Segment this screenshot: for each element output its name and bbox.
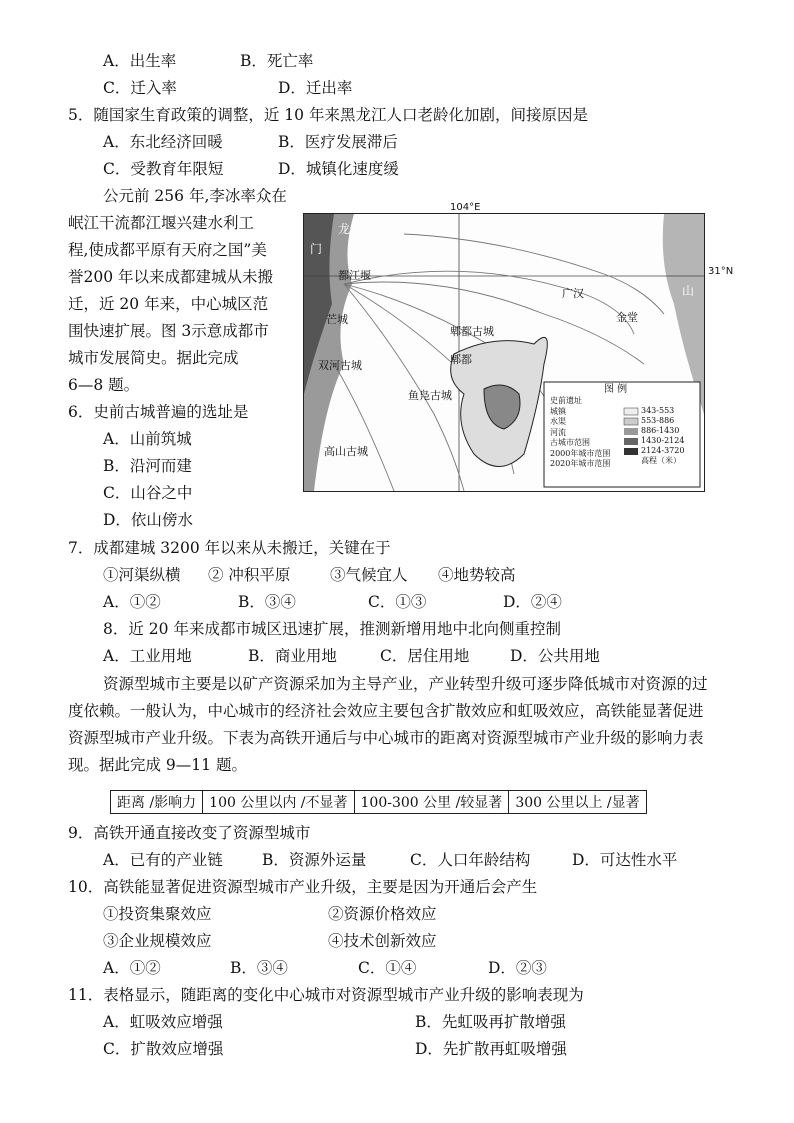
text-line: A．工业用地 [103, 647, 192, 665]
elevation-legend [641, 406, 684, 466]
map-mountain-label: 门 [310, 242, 323, 256]
legend-item: 水渠 [550, 417, 566, 426]
text-line: C．人口年龄结构 [410, 851, 531, 869]
legend-item: 城镇 [550, 406, 566, 416]
text-line: 8．近 20 年来成都市城区迅速扩展，推测新增用地中北向侧重控制 [103, 620, 561, 638]
text-line: ④技术创新效应 [328, 932, 437, 950]
text-line: A．①② [103, 959, 161, 977]
text-line: ② 冲积平原 [208, 566, 291, 584]
text-line: D．公共用地 [510, 647, 600, 665]
text-line: A．虹吸效应增强 [103, 1013, 223, 1031]
table-cell: 300 公里以上 /显著 [509, 791, 646, 814]
text-line: A．①② [103, 593, 161, 611]
text-line: 公元前 256 年,李冰率众在 [103, 187, 287, 205]
text-line: C．受教育年限短 [103, 160, 224, 178]
text-line: 7．成都建城 3200 年以来从未搬迁，关键在于 [68, 539, 391, 557]
text-line: 9．高铁开通直接改变了资源型城市 [68, 824, 311, 842]
text-line: 资源型城市主要是以矿产资源采加为主导产业，产业转型升级可逐步降低城市对资源的过 [103, 675, 708, 693]
text-line: B．③④ [238, 593, 296, 611]
longitude-label: 104°E [450, 202, 481, 213]
text-line: D．先扩散再虹吸增强 [415, 1040, 567, 1058]
table-cell: 距离 /影响力 [111, 791, 203, 814]
elevation-class: 2124-3720 [641, 446, 685, 455]
place-label: 高山古城 [324, 445, 368, 458]
text-line: ①投资集聚效应 [103, 905, 212, 923]
place-label: 鱼凫古城 [408, 389, 452, 402]
text-line: B．③④ [230, 959, 288, 977]
text-line: D．依山傍水 [103, 511, 193, 529]
text-line: ②资源价格效应 [328, 905, 437, 923]
place-label: 广汉 [562, 287, 584, 300]
text-line: C．山谷之中 [103, 484, 193, 502]
legend-item: 2020年城市范围 [550, 459, 611, 468]
text-line: 迁，近 20 年来，中心城区范 [68, 295, 269, 313]
text-line: B．商业用地 [248, 647, 337, 665]
text-line: B．沿河而建 [103, 457, 192, 475]
elevation-unit: 高程（米） [641, 456, 681, 465]
text-line: C．①④ [358, 959, 417, 977]
text-line: 资源型城市产业升级。下表为高铁开通后与中心城市的距离对资源型城市产业升级的影响力表 [68, 729, 704, 747]
map-mountain-label: 山 [682, 284, 695, 298]
legend-item: 河流 [550, 427, 566, 437]
table-cell: 100-300 公里 /较显著 [354, 791, 509, 814]
text-line: D．城镇化速度缓 [278, 160, 399, 178]
place-label: 郫都古城 [450, 325, 494, 338]
text-line: ③企业规模效应 [103, 932, 212, 950]
legend-title: 图 例 [604, 384, 628, 395]
legend [550, 396, 610, 470]
text-line: ③气候宜人 [330, 566, 408, 584]
latitude-label: 31°N [708, 266, 734, 277]
text-line: C．①③ [368, 593, 427, 611]
text-line: 围快速扩展。图 3示意成都市 [68, 322, 269, 340]
text-line: 11．表格显示，随距离的变化中心城市对资源型城市产业升级的影响表现为 [68, 986, 584, 1004]
text-line: 度依赖。一般认为，中心城市的经济社会效应主要包含扩散效应和虹吸效应，高铁能显著促进 [68, 702, 704, 720]
place-label: 双河古城 [318, 359, 362, 372]
text-line: 10．高铁能显著促进资源型城市产业升级，主要是因为开通后会产生 [68, 878, 538, 896]
text-line: A．东北经济回暖 [103, 133, 223, 151]
text-line: B．医疗发展滞后 [278, 133, 398, 151]
text-line: A．出生率 [103, 52, 177, 70]
place-label: 郫都 [450, 353, 472, 366]
text-line: D．②③ [488, 959, 547, 977]
text-line: B．资源外运量 [262, 851, 367, 869]
text-line: A．已有的产业链 [103, 851, 223, 869]
text-line: 6．史前古城普遍的选址是 [68, 403, 249, 421]
elevation-class: 343-553 [641, 406, 675, 415]
text-line: D．②④ [503, 593, 562, 611]
elevation-class: 553-886 [641, 416, 675, 425]
place-label: 金堂 [616, 311, 638, 324]
legend-item: 2000年城市范围 [550, 448, 611, 458]
table-cell: 100 公里以内 /不显著 [203, 791, 354, 814]
text-line: ④地势较高 [438, 566, 516, 584]
text-line: D．迁出率 [278, 79, 353, 97]
text-line: 城市发展简史。据此完成 [68, 349, 239, 367]
text-line: C．居住用地 [380, 647, 470, 665]
text-line: 现。据此完成 9—11 题。 [68, 756, 247, 774]
elevation-class: 1430-2124 [641, 436, 685, 445]
text-line: 誉200 年以来成都建城从未搬 [68, 268, 274, 286]
text-line: 6—8 题。 [68, 376, 140, 394]
place-label: 都江堰 [338, 269, 371, 282]
text-line: ①河渠纵横 [103, 566, 181, 584]
text-line: B．死亡率 [240, 52, 314, 70]
text-line: A．山前筑城 [103, 430, 192, 448]
text-line: 程,使成都平原有天府之国”美 [68, 241, 267, 259]
legend-item: 史前遗址 [550, 396, 582, 405]
text-line: C．迁入率 [103, 79, 177, 97]
text-line: D．可达性水平 [572, 851, 678, 869]
text-line: 岷江干流都江堰兴建水利工 [68, 214, 255, 232]
map-mountain-label: 龙 [338, 222, 351, 236]
text-line: C．扩散效应增强 [103, 1040, 224, 1058]
elevation-class: 886-1430 [641, 426, 680, 435]
text-line: 5．随国家生育政策的调整，近 10 年来黑龙江人口老龄化加剧，间接原因是 [68, 106, 588, 124]
place-label: 芒城 [326, 313, 348, 326]
chengdu-history-map [303, 202, 734, 492]
legend-item: 古城市范围 [550, 438, 590, 447]
text-line: B．先虹吸再扩散增强 [415, 1013, 566, 1031]
distance-influence-table [110, 790, 647, 814]
